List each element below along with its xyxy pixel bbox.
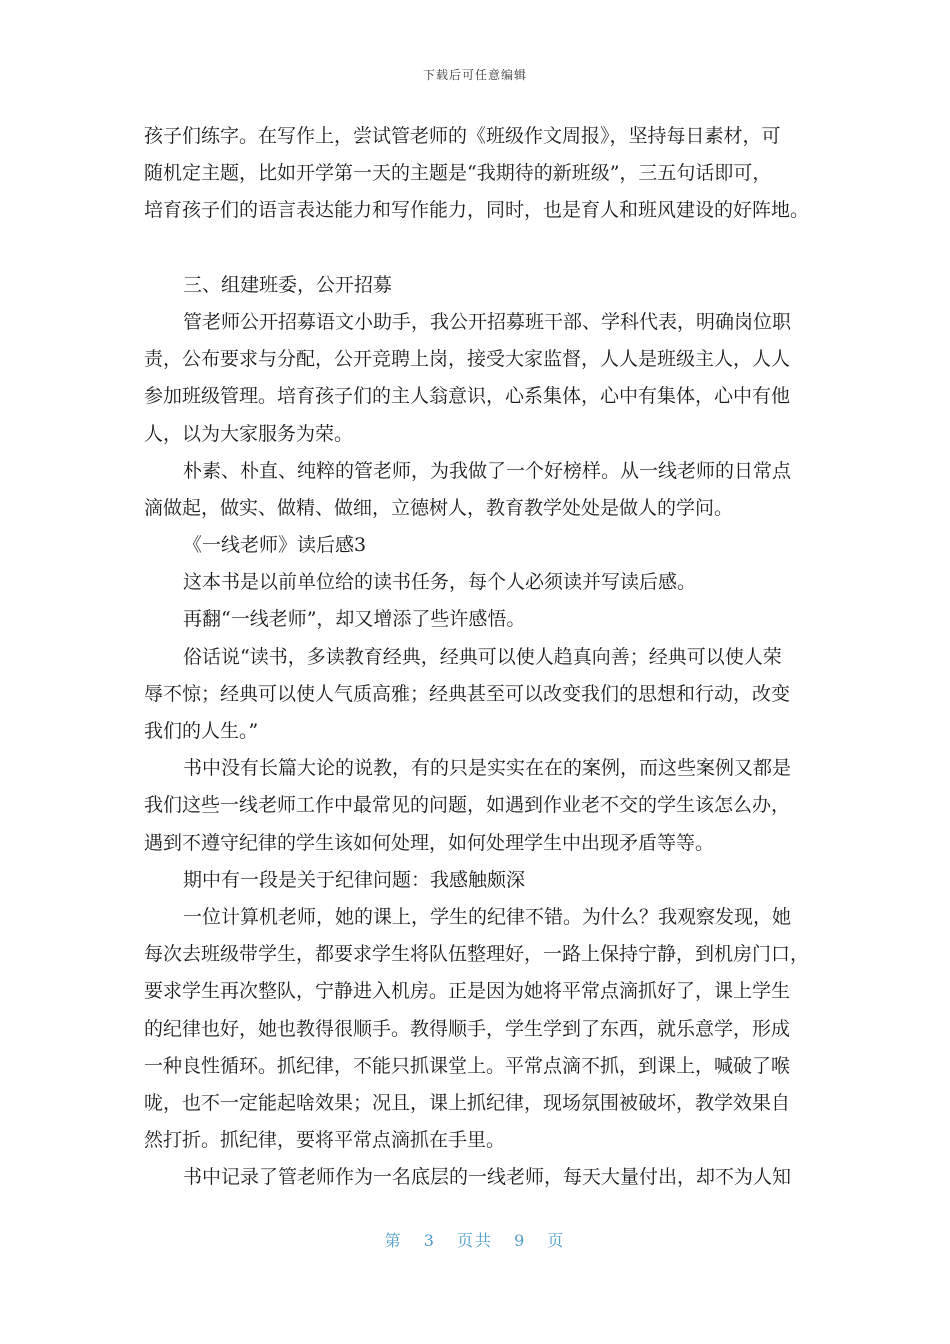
text-line: 再翻“一线老师”，却又增添了些许感悟。	[183, 608, 526, 631]
blank-line	[144, 230, 814, 267]
page-footer	[0, 1228, 950, 1251]
current-page-number: 3	[423, 1231, 436, 1250]
text-line: 随机定主题，比如开学第一天的主题是“我期待的新班级”，三五句话即可，	[144, 162, 772, 185]
page-header: 下载后可任意编辑	[422, 68, 527, 82]
text-line: 然打折。抓纪律，要将平常点滴抓在手里。	[144, 1129, 506, 1152]
text-line: 责，公布要求与分配，公开竞聘上岗，接受大家监督，人人是班级主人，人人	[144, 348, 791, 371]
footer-suffix: 页	[547, 1231, 566, 1250]
footer-middle: 页共	[456, 1231, 493, 1250]
text-line: 要求学生再次整队，宁静进入机房。正是因为她将平常点滴抓好了，课上学生	[144, 980, 791, 1003]
section-heading: 三、组建班委，公开招募	[183, 273, 393, 296]
text-line: 管老师公开招募语文小助手，我公开招募班干部、学科代表，明确岗位职	[183, 310, 792, 333]
text-line: 书中没有长篇大论的说教，有的只是实实在在的案例，而这些案例又都是	[183, 757, 792, 780]
total-page-count: 9	[514, 1231, 527, 1250]
text-line: 这本书是以前单位给的读书任务，每个人必须读并写读后感。	[183, 571, 697, 594]
text-line: 我们的人生。”	[144, 720, 259, 742]
text-line: 期中有一段是关于纪律问题：我感触颇深	[183, 868, 526, 891]
text-line: 咙，也不一定能起啥效果；况且，课上抓纪律，现场氛围被破坏，教学效果自	[144, 1091, 791, 1114]
text-line: 孩子们练字。在写作上，尝试管老师的《班级作文周报》，坚持每日素材，可	[144, 125, 781, 147]
text-line: 我们这些一线老师工作中最常见的问题，如遇到作业老不交的学生该怎么办，	[144, 794, 791, 817]
text-line: 一种良性循环。抓纪律，不能只抓课堂上。平常点滴不抓，到课上，喊破了喉	[144, 1054, 791, 1077]
text-line: 每次去班级带学生，都要求学生将队伍整理好，一路上保持宁静，到机房门口，	[144, 943, 810, 966]
document-body	[144, 118, 814, 1196]
text-line: 培育孩子们的语言表达能力和写作能力，同时，也是育人和班风建设的好阵地。	[144, 199, 810, 222]
text-line: 朴素、朴直、纯粹的管老师，为我做了一个好榜样。从一线老师的日常点	[183, 459, 792, 482]
text-line: 一位计算机老师，她的课上，学生的纪律不错。为什么？我观察发现，她	[183, 905, 792, 928]
footer-prefix: 第	[384, 1231, 403, 1250]
text-line: 人，以为大家服务为荣。	[144, 422, 354, 445]
text-line: 参加班级管理。培育孩子们的主人翁意识，心系集体，心中有集体，心中有他	[144, 385, 791, 408]
text-line: 俗话说“读书，多读教育经典，经典可以使人趋真向善；经典可以使人荣	[183, 645, 782, 668]
text-line: 遇到不遵守纪律的学生该如何处理，如何处理学生中出现矛盾等等。	[144, 831, 715, 854]
text-line: 的纪律也好，她也教得很顺手。教得顺手，学生学到了东西，就乐意学，形成	[144, 1017, 791, 1040]
text-line: 滴做起，做实、做精、做细，立德树人，教育教学处处是做人的学问。	[144, 496, 734, 519]
text-line: 辱不惊；经典可以使人气质高雅；经典甚至可以改变我们的思想和行动，改变	[144, 682, 791, 705]
section-heading: 《一线老师》读后感3	[183, 534, 367, 557]
text-line: 书中记录了管老师作为一名底层的一线老师，每天大量付出，却不为人知	[183, 1166, 792, 1189]
